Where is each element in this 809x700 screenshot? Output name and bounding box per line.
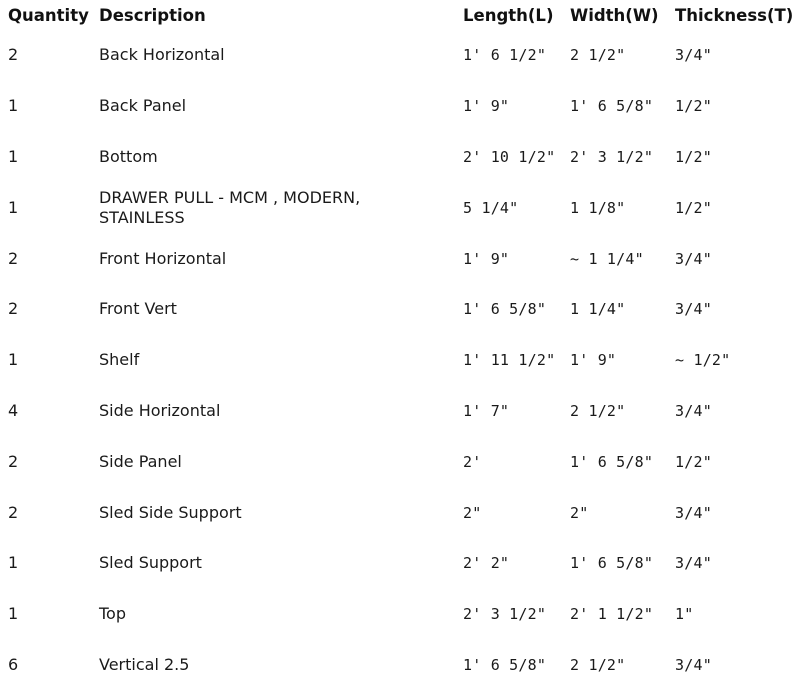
cell-length: 1' 9": [463, 249, 510, 268]
table-row: [0, 30, 809, 81]
cell-quantity: 4: [8, 400, 19, 420]
cell-thickness: 3/4": [675, 401, 712, 420]
cell-quantity: 6: [8, 654, 19, 674]
table-row: [0, 386, 809, 437]
cell-quantity: 2: [8, 45, 19, 65]
cell-quantity: 1: [8, 553, 19, 573]
header-length: Length(L): [463, 5, 554, 25]
cell-length: 2' 3 1/2": [463, 605, 547, 624]
cell-length: 5 1/4": [463, 198, 519, 217]
cell-width: 2' 1 1/2": [570, 605, 654, 624]
cell-description: Back Horizontal: [99, 45, 225, 65]
cell-thickness: 3/4": [675, 300, 712, 319]
table-row: [0, 436, 809, 487]
cell-quantity: 1: [8, 197, 19, 217]
cell-width: 2": [570, 503, 589, 522]
cell-quantity: 1: [8, 146, 19, 166]
cell-description: Sled Side Support: [99, 502, 242, 522]
cell-description: Side Horizontal: [99, 400, 221, 420]
cell-description: Vertical 2.5: [99, 654, 190, 674]
table-row: [0, 335, 809, 386]
table-row: [0, 81, 809, 132]
cell-quantity: 1: [8, 96, 19, 116]
cell-quantity: 2: [8, 502, 19, 522]
cell-description: Side Panel: [99, 451, 182, 471]
cell-quantity: 1: [8, 350, 19, 370]
table-row: [0, 182, 809, 233]
cell-thickness: 1/2": [675, 198, 712, 217]
table-row: [0, 487, 809, 538]
cell-quantity: 2: [8, 451, 19, 471]
cell-quantity: 2: [8, 248, 19, 268]
cell-description: Back Panel: [99, 96, 187, 116]
table-row: [0, 538, 809, 589]
cell-length: 2' 2": [463, 554, 510, 573]
header-thickness: Thickness(T): [675, 5, 794, 25]
cell-width: 2 1/2": [570, 655, 626, 674]
cell-width: 1 1/4": [570, 300, 626, 319]
cell-length: 1' 9": [463, 97, 510, 116]
header-quantity: Quantity: [8, 5, 89, 25]
cell-length: 2": [463, 503, 482, 522]
cell-width: 1' 6 5/8": [570, 452, 654, 471]
cell-thickness: 1/2": [675, 97, 712, 116]
cell-description: Top: [99, 604, 126, 624]
cell-thickness: 3/4": [675, 554, 712, 573]
cell-description: DRAWER PULL - MCM , MODERN, STAINLESS: [99, 187, 361, 227]
cell-description: Shelf: [99, 350, 140, 370]
cell-width: 1' 6 5/8": [570, 97, 654, 116]
cell-description: Front Horizontal: [99, 248, 227, 268]
cell-length: 2' 10 1/2": [463, 147, 556, 166]
cell-thickness: ~ 1/2": [675, 351, 731, 370]
cell-thickness: 1": [675, 605, 694, 624]
cell-quantity: 2: [8, 299, 19, 319]
cell-thickness: 1/2": [675, 147, 712, 166]
cell-quantity: 1: [8, 604, 19, 624]
cell-thickness: 3/4": [675, 46, 712, 65]
table-row: [0, 640, 809, 691]
cell-length: 1' 6 1/2": [463, 46, 547, 65]
table-row: [0, 233, 809, 284]
cell-length: 1' 6 5/8": [463, 300, 547, 319]
cell-length: 1' 7": [463, 401, 510, 420]
cell-description: Front Vert: [99, 299, 177, 319]
cell-width: 2' 3 1/2": [570, 147, 654, 166]
cell-thickness: 3/4": [675, 249, 712, 268]
table-row: [0, 589, 809, 640]
table-header-row: [0, 0, 809, 30]
table-row: [0, 284, 809, 335]
cell-width: 2 1/2": [570, 401, 626, 420]
table-row: [0, 132, 809, 183]
cell-description: Sled Support: [99, 553, 202, 573]
cell-thickness: 1/2": [675, 452, 712, 471]
header-description: Description: [99, 5, 206, 25]
cell-thickness: 3/4": [675, 655, 712, 674]
cell-length: 1' 6 5/8": [463, 655, 547, 674]
cell-description: Bottom: [99, 146, 158, 166]
header-width: Width(W): [570, 5, 659, 25]
cell-length: 1' 11 1/2": [463, 351, 556, 370]
cell-width: 1' 6 5/8": [570, 554, 654, 573]
cell-thickness: 3/4": [675, 503, 712, 522]
cell-width: 1 1/8": [570, 198, 626, 217]
cell-width: ~ 1 1/4": [570, 249, 644, 268]
cell-width: 1' 9": [570, 351, 617, 370]
cell-length: 2': [463, 452, 482, 471]
cell-width: 2 1/2": [570, 46, 626, 65]
